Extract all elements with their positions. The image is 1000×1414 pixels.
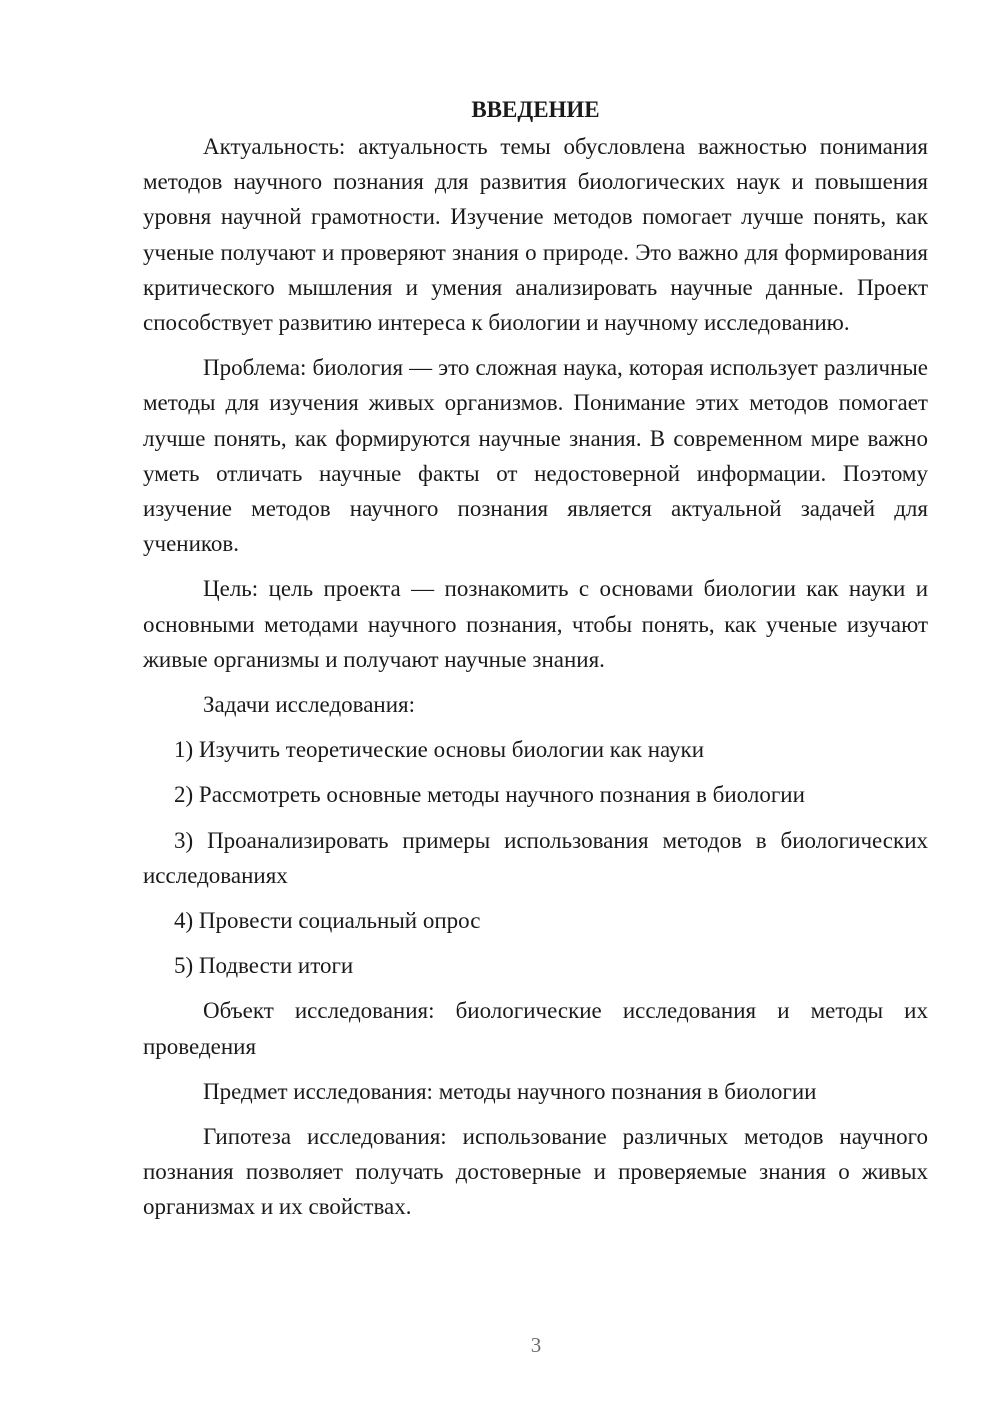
object-paragraph: Объект исследования: биологические исследования и методы их проведения — [143, 998, 928, 1059]
section-heading: ВВЕДЕНИЕ — [471, 97, 600, 122]
relevance-paragraph: Актуальность: актуальность темы обусловлена важностью понимания методов научного познания для развития биологических наук и повышения уровня научной грамотности. Изучение методов помогает лучше понять, как ученые получают и проверяют знания о природе. Это важно для формирования критического мышления и умения анализировать научные данные. Проект способствует развитию интереса к биологии и научному исследованию. — [143, 134, 928, 336]
subject-paragraph: Предмет исследования: методы научного познания в биологии — [203, 1078, 817, 1104]
task-item-4: 4) Провести социальный опрос — [174, 908, 481, 934]
task-item-2: 2) Рассмотреть основные методы научного познания в биологии — [174, 782, 805, 808]
goal-paragraph: Цель: цель проекта — познакомить с основами биологии как науки и основными методами научного познания, чтобы понять, как ученые изучают живые организмы и получают научные знания. — [143, 576, 928, 672]
problem-paragraph: Проблема: биология — это сложная наука, которая использует различные методы для изучения живых организмов. Понимание этих методов помогает лучше понять, как формируются научные знания. В современном мире важно уметь отличать научные факты от недостоверной информации. Поэтому изучение методов научного познания является актуальной задачей для учеников. — [143, 355, 928, 557]
tasks-heading: Задачи исследования: — [203, 692, 416, 718]
task-item-5: 5) Подвести итоги — [174, 953, 354, 979]
task-item-1: 1) Изучить теоретические основы биологии как науки — [174, 737, 705, 763]
page-number: 3 — [530, 1333, 542, 1357]
page-content — [143, 92, 928, 1235]
task-item-3: 3) Проанализировать примеры использования методов в биологических исследованиях — [143, 827, 928, 888]
hypothesis-paragraph: Гипотеза исследования: использование различных методов научного познания позволяет получать достоверные и проверяемые знания о живых организмах и их свойствах. — [143, 1124, 928, 1220]
